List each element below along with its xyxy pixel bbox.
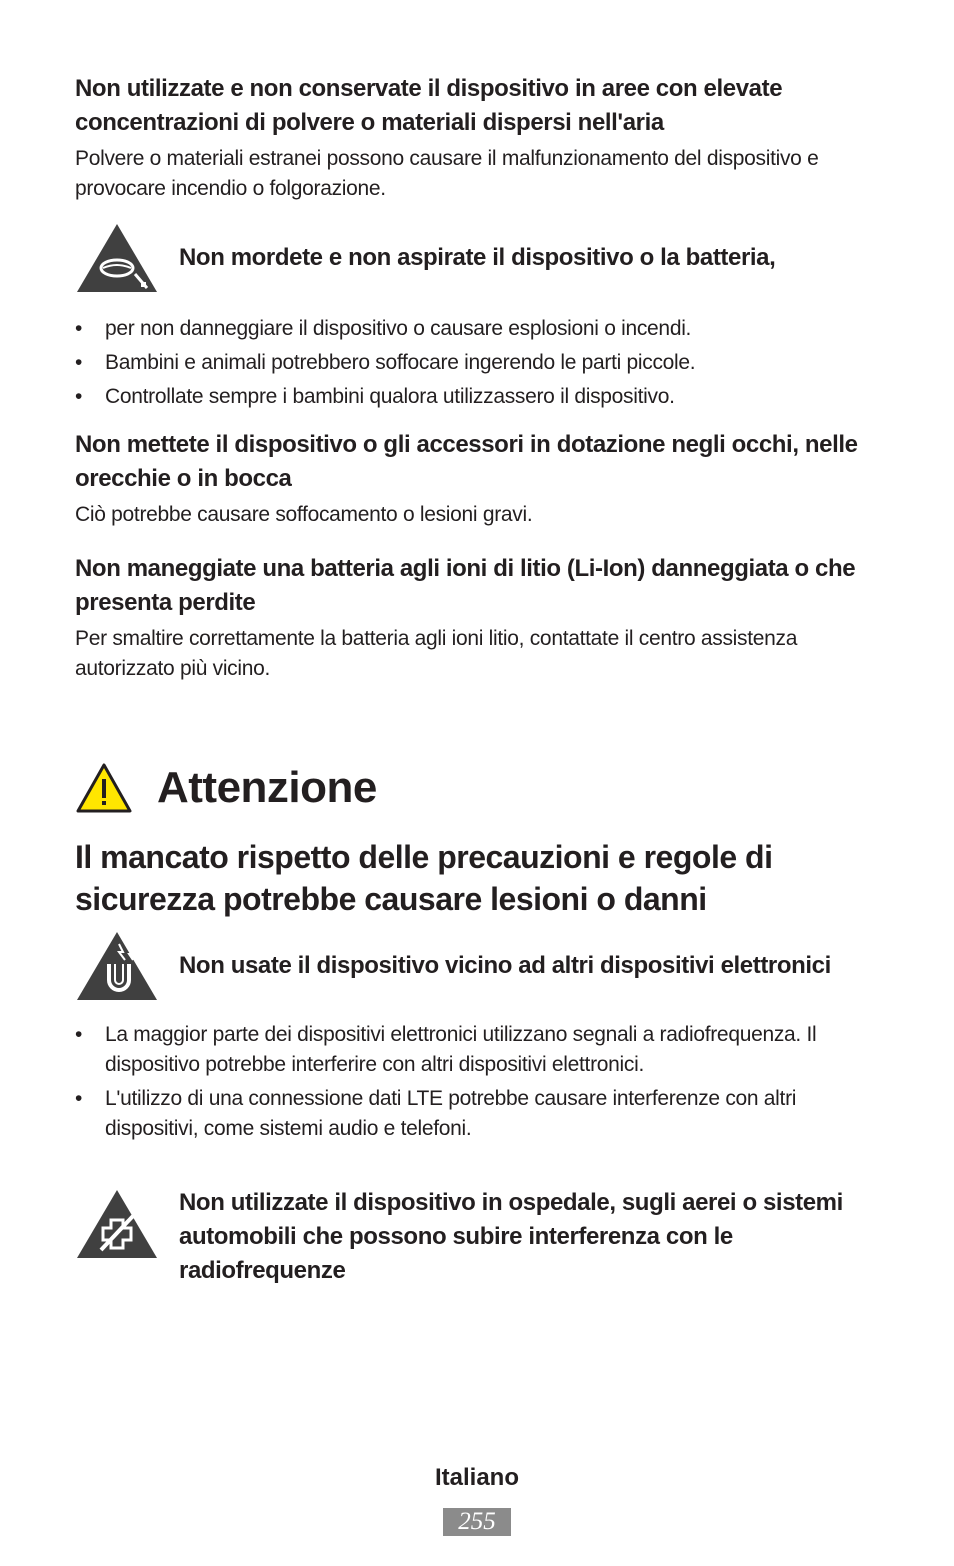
- body-dust: Polvere o materiali estranei possono causare il malfunzionamento del dispositivo e provocare incendio o folgorazione.: [75, 147, 819, 200]
- heading-eyes: Non mettete il dispositivo o gli accessori in dotazione negli occhi, nelle orecchie o in bocca: [75, 431, 858, 492]
- list-item: • L'utilizzo di una connessione dati LTE potrebbe causare interferenze con altri dispositivi, come sistemi audio e telefoni.: [75, 1084, 875, 1144]
- caution-header: [75, 760, 377, 816]
- warning-row-electronics: [75, 930, 885, 1002]
- section-dust: [75, 72, 875, 204]
- heading-dust: Non utilizzate e non conservate il dispositivo in aree con elevate concentrazioni di polvere o materiali dispersi nell'aria: [75, 75, 783, 136]
- body-eyes: Ciò potrebbe causare soffocamento o lesioni gravi.: [75, 503, 533, 526]
- list-item: • per non danneggiare il dispositivo o causare esplosioni o incendi.: [75, 314, 875, 344]
- footer-language: Italiano: [434, 1464, 519, 1491]
- magnet-interference-icon: [75, 930, 159, 1002]
- page-number: 255: [443, 1508, 511, 1536]
- no-mouth-icon: [75, 222, 159, 294]
- caution-icon: [75, 762, 133, 814]
- list-item: • Bambini e animali potrebbero soffocare ingerendo le parti piccole.: [75, 348, 875, 378]
- section-electronics: [75, 930, 885, 1148]
- list-item: • La maggior parte dei dispositivi elettronici utilizzano segnali a radiofrequenza. Il dispositivo potrebbe interferire con altri dispositivi elettronici.: [75, 1020, 875, 1080]
- list-item: • Controllate sempre i bambini qualora utilizzassero il dispositivo.: [75, 382, 875, 412]
- body-battery: Per smaltire correttamente la batteria agli ioni litio, contattate il centro assistenza autorizzato più vicino.: [75, 627, 798, 680]
- heading-bite: Non mordete e non aspirate il dispositivo o la batteria,: [179, 244, 776, 271]
- bullet-list-electronics: [75, 1020, 875, 1144]
- page-title: Attenzione: [157, 763, 377, 812]
- caution-subtitle: Il mancato rispetto delle precauzioni e regole di sicurezza potrebbe causare lesioni o danni: [75, 839, 773, 917]
- heading-electronics: Non usate il dispositivo vicino ad altri dispositivi elettronici: [179, 952, 831, 979]
- section-bite: [75, 222, 875, 416]
- bullet-list-bite: [75, 314, 875, 412]
- no-hospital-icon: [75, 1188, 159, 1260]
- section-battery: [75, 552, 885, 684]
- warning-row-bite: [75, 222, 875, 294]
- heading-hospital: Non utilizzate il dispositivo in ospedale, sugli aerei o sistemi automobili che possono subire interferenza con le radiofrequenze: [179, 1189, 843, 1284]
- section-hospital: [75, 1186, 875, 1288]
- heading-battery: Non maneggiate una batteria agli ioni di litio (Li-Ion) danneggiata o che presenta perdite: [75, 555, 856, 616]
- section-eyes: [75, 428, 875, 530]
